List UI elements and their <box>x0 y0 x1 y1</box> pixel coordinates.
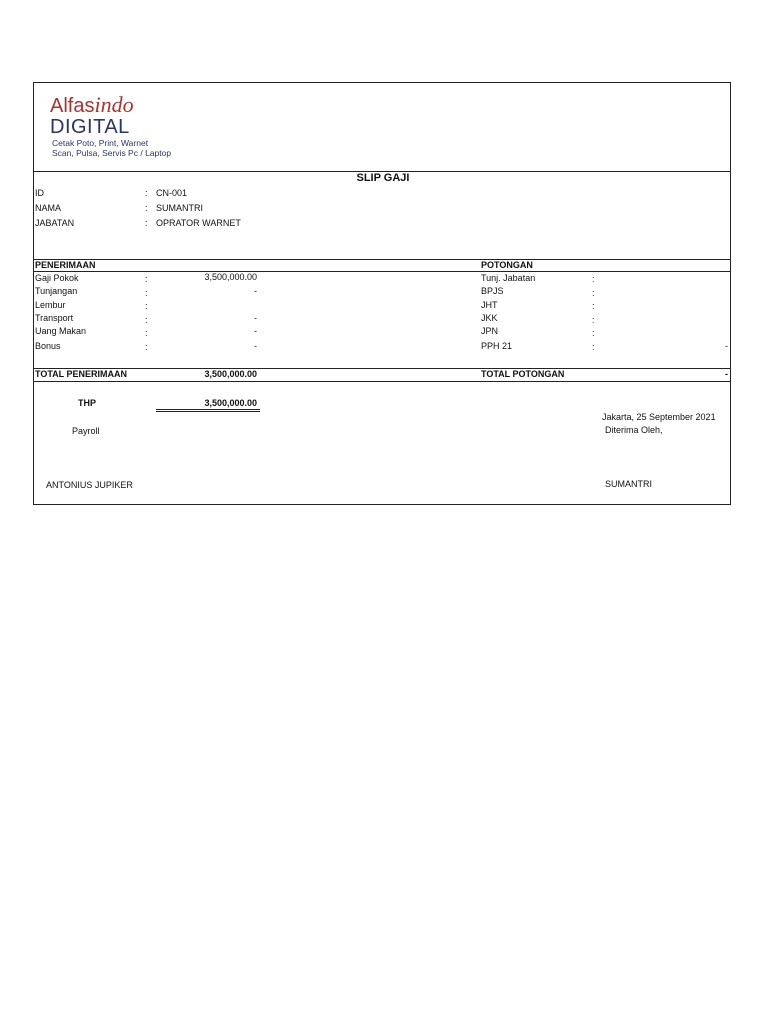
divider-section-header <box>34 271 730 272</box>
id-value: CN-001 <box>156 188 188 198</box>
deduction-colon: : <box>592 301 595 311</box>
deduction-label: PPH 21 <box>481 341 513 351</box>
earning-value: - <box>254 286 257 296</box>
total-earnings-value: 3,500,000.00 <box>204 369 257 379</box>
id-label: ID <box>35 188 44 198</box>
deduction-colon: : <box>592 342 595 352</box>
payroll-label: Payroll <box>72 426 100 436</box>
thp-value: 3,500,000.00 <box>204 398 257 408</box>
total-deductions-label: TOTAL POTONGAN <box>481 369 565 379</box>
earning-label: Lembur <box>35 300 66 310</box>
deduction-colon: : <box>592 315 595 325</box>
deduction-colon: : <box>592 274 595 284</box>
position-value: OPRATOR WARNET <box>156 218 241 228</box>
place-date: Jakarta, 25 September 2021 <box>602 412 716 422</box>
thp-underline-1 <box>156 409 260 410</box>
logo-name-part1: Alfas <box>50 95 95 117</box>
deduction-label: JKK <box>481 313 498 323</box>
deduction-label: JPN <box>481 326 499 336</box>
earning-value: - <box>254 341 257 351</box>
position-label: JABATAN <box>35 218 75 228</box>
earning-colon: : <box>145 301 148 311</box>
company-logo <box>50 92 172 158</box>
earning-value: - <box>254 313 257 323</box>
salary-slip <box>33 82 731 505</box>
divider-totals-bottom <box>34 381 730 382</box>
earnings-header: PENERIMAAN <box>35 260 96 270</box>
total-deductions-value: - <box>725 369 728 379</box>
received-by-label: Diterima Oleh, <box>605 425 663 435</box>
earning-colon: : <box>145 328 148 338</box>
slip-title: SLIP GAJI <box>356 172 410 184</box>
deduction-label: BPJS <box>481 286 504 296</box>
divider-totals-top <box>34 368 730 369</box>
thp-label: THP <box>78 398 96 408</box>
deduction-label: Tunj. Jabatan <box>481 273 536 283</box>
payroll-signer-name: ANTONIUS JUPIKER <box>46 480 133 490</box>
logo-tagline-2: Scan, Pulsa, Servis Pc / Laptop <box>52 148 172 158</box>
earning-value: - <box>254 326 257 336</box>
earning-label: Tunjangan <box>35 286 78 296</box>
earning-value: 3,500,000.00 <box>204 272 257 282</box>
name-value: SUMANTRI <box>156 203 203 213</box>
earning-label: Uang Makan <box>35 326 87 336</box>
divider-section-top <box>34 259 730 260</box>
thp-underline-2 <box>156 411 260 412</box>
earning-colon: : <box>145 274 148 284</box>
logo-tagline-1: Cetak Poto, Print, Warnet <box>52 138 149 148</box>
deductions-header: POTONGAN <box>481 260 533 270</box>
deduction-colon: : <box>592 288 595 298</box>
position-colon: : <box>145 218 148 228</box>
deduction-value: - <box>725 341 728 351</box>
name-colon: : <box>145 203 148 213</box>
total-earnings-label: TOTAL PENERIMAAN <box>35 369 128 379</box>
name-label: NAMA <box>35 203 62 213</box>
receiver-signer-name: SUMANTRI <box>605 479 652 489</box>
earning-label: Bonus <box>35 341 61 351</box>
earning-colon: : <box>145 288 148 298</box>
logo-name-part3: DIGITAL <box>50 116 130 138</box>
id-colon: : <box>145 188 148 198</box>
earning-colon: : <box>145 342 148 352</box>
deduction-label: JHT <box>481 300 498 310</box>
earning-colon: : <box>145 315 148 325</box>
deduction-colon: : <box>592 328 595 338</box>
earning-label: Transport <box>35 313 74 323</box>
earning-label: Gaji Pokok <box>35 273 79 283</box>
logo-name-part2: indo <box>94 92 134 117</box>
